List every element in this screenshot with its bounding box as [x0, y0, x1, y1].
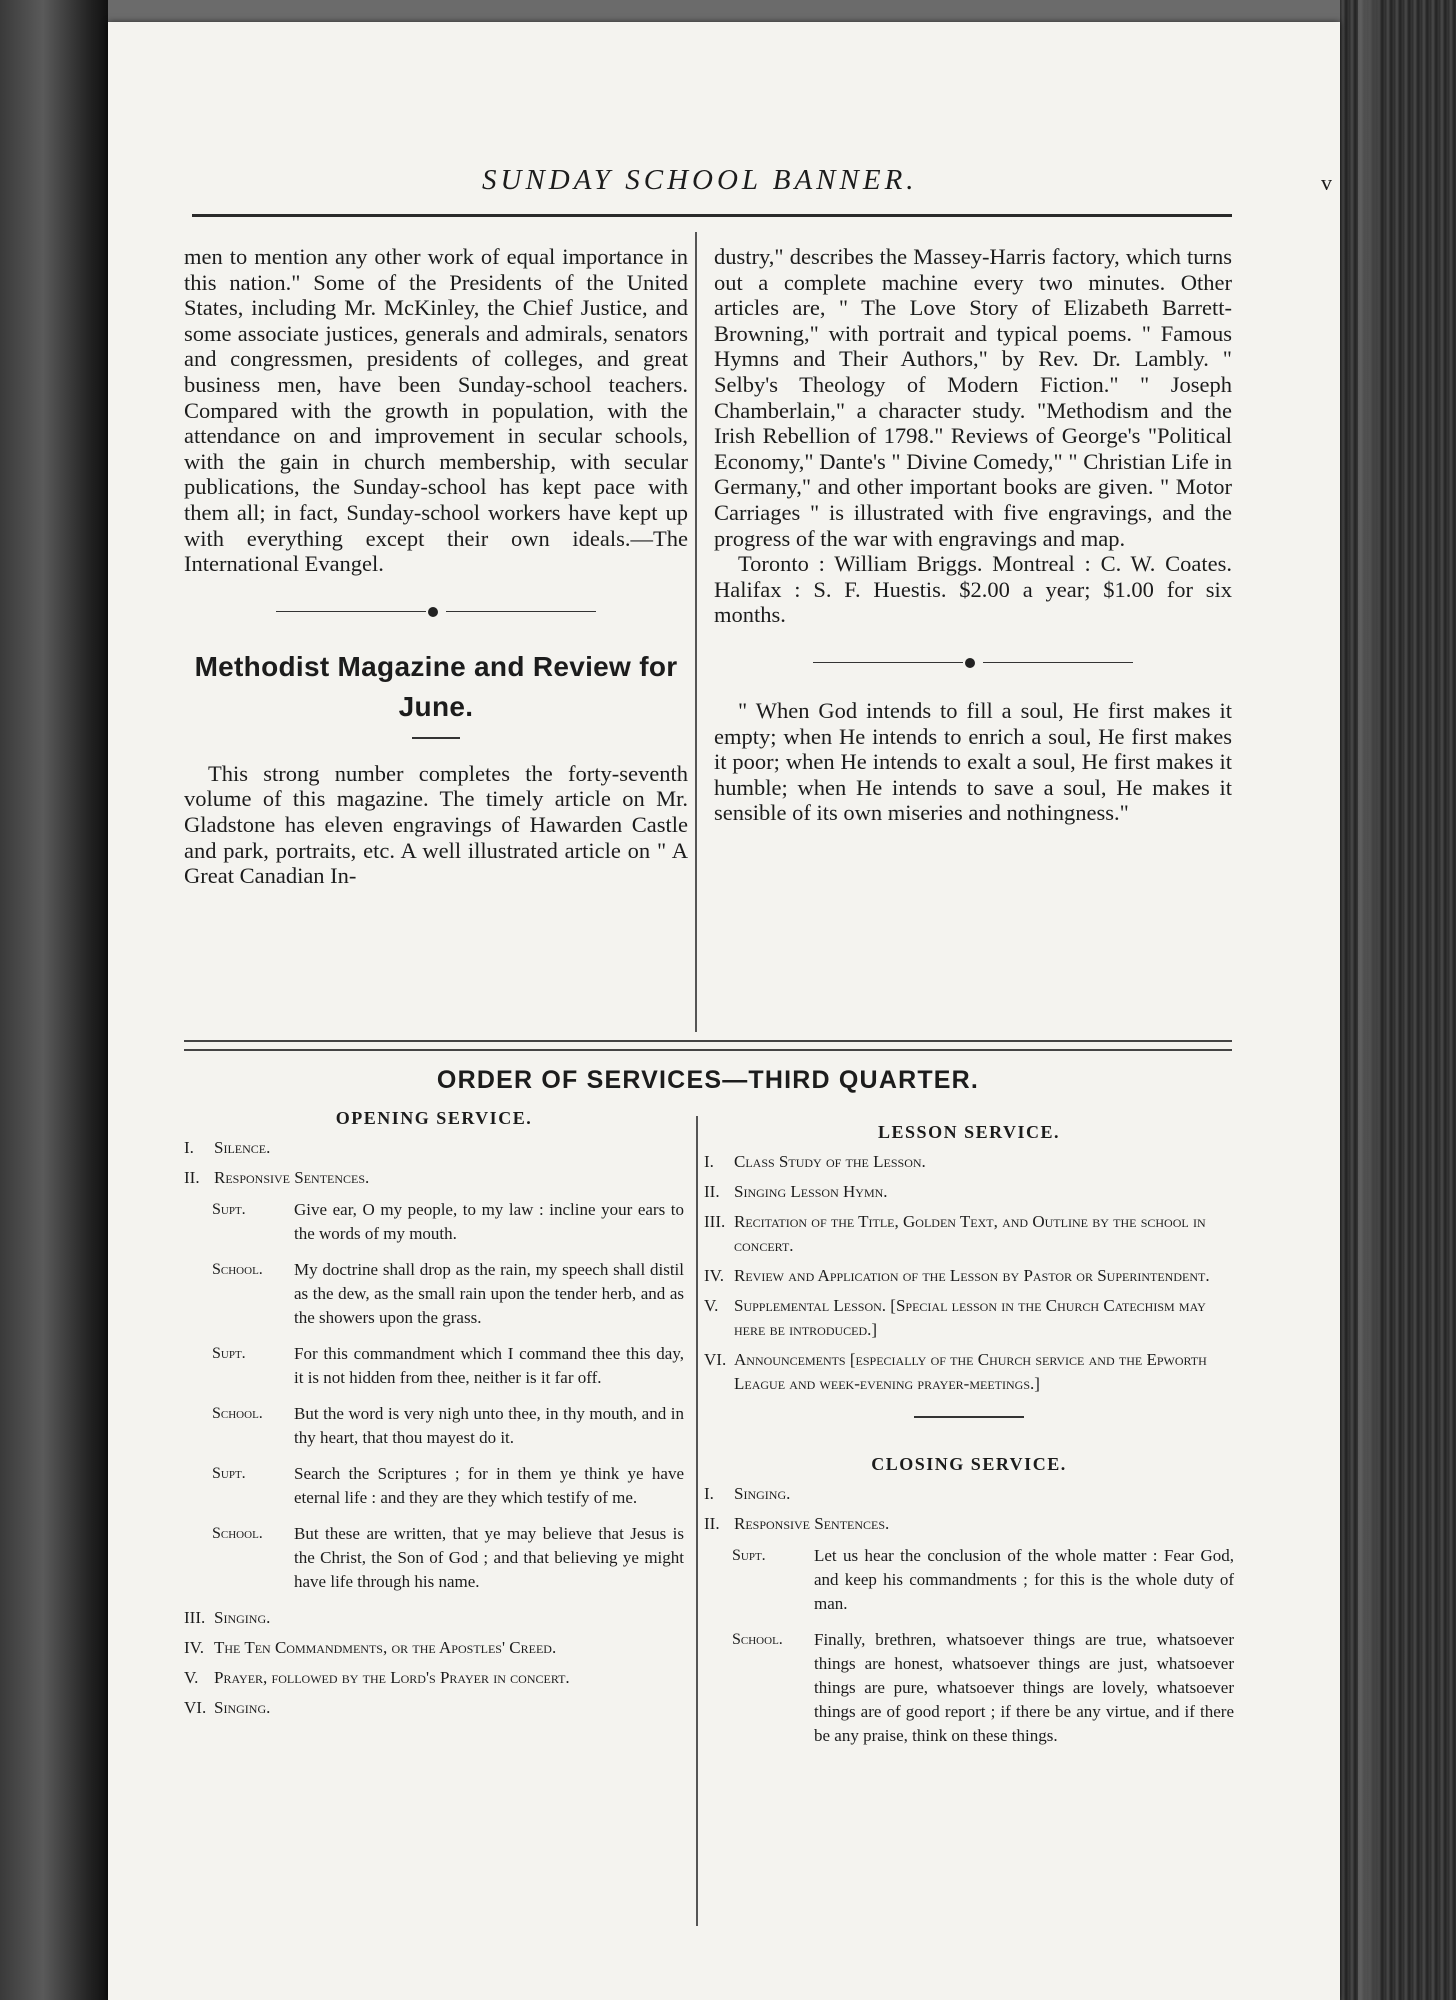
service-item: II. Responsive Sentences. — [184, 1168, 370, 1187]
service-item: VI. Singing. — [184, 1698, 271, 1717]
book-binding-left — [0, 0, 108, 2000]
service-item: I. Class Study of the Lesson. — [704, 1152, 926, 1171]
service-item: III. Singing. — [184, 1608, 271, 1627]
column-divider — [695, 232, 697, 1032]
service-item: V. Prayer, followed by the Lord's Prayer in concert. — [184, 1668, 570, 1687]
service-item: III. Recitation of the Title, Golden Text, and Outline by the school in concert. — [704, 1212, 1206, 1255]
quotation: " When God intends to fill a soul, He first makes it empty; when He intends to enrich a soul, He first makes it poor; when He intends to exalt a soul, He first makes it humble; when He intends to save a soul, He makes it sensible of its own miseries and nothingness." — [714, 697, 1232, 826]
review-continuation: dustry," describes the Massey-Harris factory, which turns out a complete machine every two minutes. Other articles are, " The Love Story of Elizabeth Barrett-Browning," with portrait and typical poems. " Famous Hymns and Their Authors," by Rev. Dr. Lambly. " Selby's Theology of Modern Fiction." " Joseph Chamberlain," a character study. "Methodism and the Irish Rebellion of 1798." Reviews of George's "Political Economy," Dante's " Divine Comedy," " Christian Life in Germany," and other important books are given. " Motor Carriages " is illustrated with five engravings, and the progress of the war with engravings and map. — [714, 244, 1232, 551]
responsive-sentence: Supt. Search the Scriptures ; for in them ye think ye have eternal life : and they are they which testify of me. — [212, 1464, 684, 1507]
service-item: V. Supplemental Lesson. [Special lesson in the Church Catechism may here be introduced.] — [704, 1296, 1206, 1339]
service-item: I. Singing. — [704, 1484, 791, 1503]
service-item: II. Responsive Sentences. — [704, 1514, 890, 1533]
responsive-sentence: School. My doctrine shall drop as the rain, my speech shall distil as the dew, as the small rain upon the tender herb, and as the showers upon the grass. — [212, 1260, 684, 1327]
closing-service-heading: CLOSING SERVICE. — [871, 1454, 1067, 1474]
service-item: IV. The Ten Commandments, or the Apostles' Creed. — [184, 1638, 557, 1657]
responsive-sentence: Supt. For this commandment which I command thee this day, it is not hidden from thee, neither is it far off. — [212, 1344, 684, 1387]
responsive-sentence: School. But the word is very nigh unto thee, in thy mouth, and in thy heart, that thou mayest do it. — [212, 1404, 684, 1447]
magazine-page — [108, 22, 1340, 2000]
section-double-rule — [184, 1040, 1232, 1051]
running-header — [192, 142, 1332, 196]
ornament-divider — [276, 601, 596, 623]
left-column — [184, 244, 688, 889]
review-paragraph: This strong number completes the forty-seventh volume of this magazine. The timely article on Mr. Gladstone has eleven engravings of Hawarden Castle and park, portraits, etc. A well illustrated article on " A Great Canadian In- — [184, 760, 688, 889]
running-title: SUNDAY SCHOOL BANNER. — [482, 164, 918, 196]
responsive-sentence: Supt. Let us hear the conclusion of the whole matter : Fear God, and keep his commandments ; for this is the whole duty of man. — [732, 1546, 1234, 1613]
publisher-info: Toronto : William Briggs. Montreal : C. W. Coates. Halifax : S. F. Huestis. $2.00 a year; $1.00 for six months. — [714, 551, 1232, 628]
page-stack-edge — [1340, 0, 1456, 2000]
opening-service — [184, 1106, 684, 1726]
service-item: II. Singing Lesson Hymn. — [704, 1182, 888, 1201]
services-rule — [914, 1416, 1024, 1418]
heading-rule — [412, 737, 460, 739]
services-column-divider — [696, 1116, 698, 1926]
ornament-divider — [813, 652, 1133, 674]
lesson-and-closing-services — [704, 1120, 1234, 1760]
service-item: I. Silence. — [184, 1138, 271, 1157]
header-rule — [192, 214, 1232, 217]
magazine-review-heading: Methodist Magazine and Review for June. — [194, 650, 678, 722]
responsive-sentence: School. But these are written, that ye may believe that Jesus is the Christ, the Son of God ; and that believing ye might have life through his name. — [212, 1524, 684, 1591]
left-paragraph: men to mention any other work of equal importance in this nation." Some of the Presidents of the United States, including Mr. McKinley, the Chief Justice, and some associate justices, generals and admirals, senators and congressmen, presidents of colleges, and great business men, have been Sunday-school teachers. Compared with the growth in population, with the attendance on and improvement in secular schools, with the gain in church membership, with secular publications, the Sunday-school has kept pace with them all; in fact, Sunday-school workers have kept up with everything except their own ideals.—The International Evangel. — [184, 244, 688, 577]
responsive-sentence: School. Finally, brethren, whatsoever things are true, whatsoever things are honest, whatsoever things are just, whatsoever things are pure, whatsoever things are lovely, whatsoever things are of good report ; if there be any virtue, and if there be any praise, think on these things. — [732, 1630, 1234, 1745]
right-column — [714, 244, 1232, 826]
lesson-service-heading: LESSON SERVICE. — [878, 1122, 1060, 1142]
responsive-sentence: Supt. Give ear, O my people, to my law : incline your ears to the words of my mouth. — [212, 1200, 684, 1243]
opening-service-heading: OPENING SERVICE. — [335, 1108, 533, 1128]
service-item: VI. Announcements [especially of the Church service and the Epworth League and week-evening prayer-meetings.] — [704, 1350, 1207, 1393]
service-item: IV. Review and Application of the Lesson by Pastor or Superintendent. — [704, 1266, 1210, 1285]
page-number: v — [1321, 170, 1332, 195]
order-of-services-title: ORDER OF SERVICES—THIRD QUARTER. — [436, 1066, 980, 1094]
